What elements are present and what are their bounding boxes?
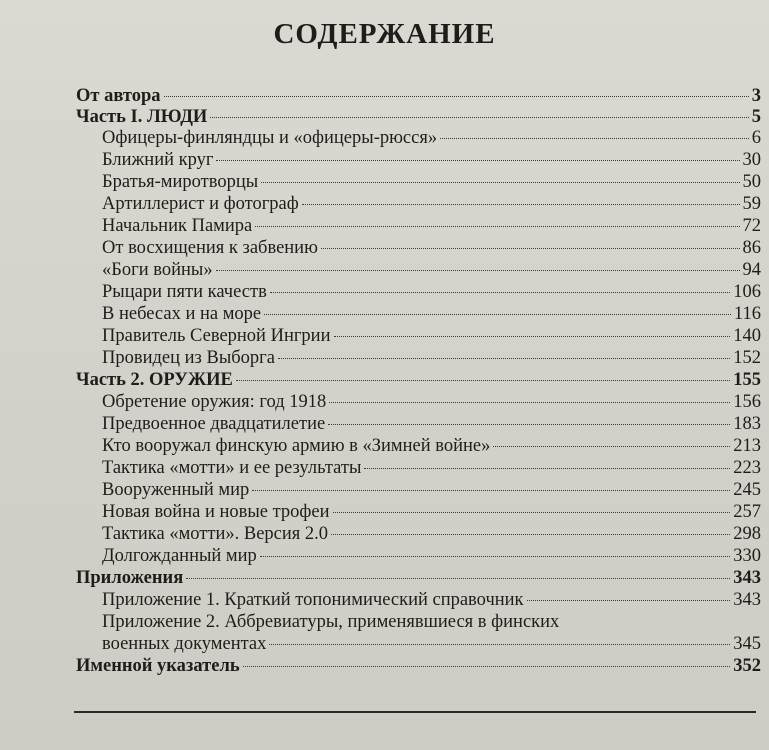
toc-entry-page: 94 bbox=[742, 260, 761, 280]
toc-entry-page: 156 bbox=[733, 392, 761, 412]
toc-entry-title: Правитель Северной Ингрии bbox=[102, 326, 331, 346]
toc-entry-page: 152 bbox=[733, 348, 761, 368]
toc-entry-title: Начальник Памира bbox=[102, 216, 253, 236]
toc-entry[interactable] bbox=[102, 172, 761, 193]
dot-leader bbox=[440, 138, 749, 139]
toc-entry-page: 5 bbox=[751, 107, 761, 127]
toc-entry[interactable] bbox=[102, 194, 761, 215]
toc-entry-part-1[interactable] bbox=[76, 107, 761, 128]
toc-entry-title: Провидец из Выборга bbox=[102, 348, 275, 368]
toc-entry-title: Приложение 1. Краткий топонимический справочник bbox=[102, 590, 524, 610]
dot-leader bbox=[164, 96, 749, 97]
toc-entry-page: 72 bbox=[742, 216, 761, 236]
bottom-rule bbox=[74, 711, 756, 713]
toc-entry[interactable] bbox=[102, 128, 761, 149]
dot-leader bbox=[321, 248, 740, 249]
toc-entry-page: 343 bbox=[733, 590, 761, 610]
dot-leader bbox=[252, 490, 730, 491]
toc-entry-page: 257 bbox=[733, 502, 761, 522]
toc-entry[interactable] bbox=[102, 590, 761, 611]
toc-entry-page: 106 bbox=[733, 282, 761, 302]
toc-entry[interactable] bbox=[102, 238, 761, 259]
dot-leader bbox=[216, 270, 740, 271]
dot-leader bbox=[236, 380, 730, 381]
toc-entry-page: 343 bbox=[733, 568, 761, 588]
dot-leader bbox=[364, 468, 730, 469]
dot-leader bbox=[210, 117, 748, 118]
dot-leader bbox=[334, 336, 731, 337]
toc-entry-title: Братья-миротворцы bbox=[102, 172, 259, 192]
dot-leader bbox=[260, 556, 730, 557]
toc-entry-name-index[interactable] bbox=[76, 656, 761, 677]
dot-leader bbox=[270, 292, 730, 293]
toc-entry-title: Ближний круг bbox=[102, 150, 214, 170]
toc-entry-page: 116 bbox=[733, 304, 761, 324]
toc-entry[interactable] bbox=[102, 392, 761, 413]
dot-leader bbox=[243, 666, 731, 667]
toc-entry[interactable] bbox=[102, 524, 761, 545]
toc-entry-ot-avtora[interactable] bbox=[76, 86, 761, 107]
toc-entry[interactable] bbox=[102, 458, 761, 479]
toc-entry-title: Именной указатель bbox=[76, 656, 240, 676]
dot-leader bbox=[269, 644, 730, 645]
dot-leader bbox=[216, 160, 739, 161]
toc-entry-page: 245 bbox=[733, 480, 761, 500]
toc-entry-title: военных документах bbox=[102, 634, 267, 654]
toc-entry[interactable] bbox=[102, 282, 761, 303]
toc-entry-title: Долгожданный мир bbox=[102, 546, 257, 566]
toc-entry-page: 330 bbox=[733, 546, 761, 566]
toc-entry-page: 6 bbox=[751, 128, 761, 148]
toc-entry-page: 223 bbox=[733, 458, 761, 478]
toc-entry-title: Тактика «мотти». Версия 2.0 bbox=[102, 524, 329, 544]
toc-entry-title: Часть 2. ОРУЖИЕ bbox=[76, 370, 233, 390]
toc-entry-page: 155 bbox=[733, 370, 761, 390]
toc-entry-title: Офицеры-финляндцы и «офицеры-рюсся» bbox=[102, 128, 438, 148]
dot-leader bbox=[261, 182, 739, 183]
toc-entry-title: Приложения bbox=[76, 568, 184, 588]
toc-entry-title: В небесах и на море bbox=[102, 304, 262, 324]
toc-entry-page: 140 bbox=[733, 326, 761, 346]
toc-entry-title: От восхищения к забвению bbox=[102, 238, 318, 258]
toc-entry[interactable] bbox=[102, 436, 761, 457]
toc-entry[interactable] bbox=[102, 260, 761, 281]
toc-entry-title: Обретение оружия: год 1918 bbox=[102, 392, 327, 412]
toc-entry-page: 213 bbox=[733, 436, 761, 456]
dot-leader bbox=[527, 600, 731, 601]
dot-leader bbox=[329, 402, 730, 403]
toc-entry-page: 50 bbox=[742, 172, 761, 192]
toc-entry-title-line1: Приложение 2. Аббревиатуры, применявшиеся в финских bbox=[102, 612, 560, 632]
toc-entry-title: Часть I. ЛЮДИ bbox=[76, 107, 208, 127]
dot-leader bbox=[278, 358, 730, 359]
toc-entry[interactable] bbox=[102, 326, 761, 347]
toc-entry-title: Кто вооружал финскую армию в «Зимней войне» bbox=[102, 436, 491, 456]
toc-entry-title: Предвоенное двадцатилетие bbox=[102, 414, 326, 434]
toc-entry-page: 3 bbox=[751, 86, 761, 106]
dot-leader bbox=[331, 534, 730, 535]
toc-entry-page: 30 bbox=[742, 150, 761, 170]
toc-entry-page: 183 bbox=[733, 414, 761, 434]
toc-entry-title: От автора bbox=[76, 86, 161, 106]
toc-entry[interactable] bbox=[102, 304, 761, 325]
dot-leader bbox=[264, 314, 731, 315]
toc-entry-title: Новая война и новые трофеи bbox=[102, 502, 330, 522]
page-title: СОДЕРЖАНИЕ bbox=[273, 18, 496, 50]
toc-entry[interactable] bbox=[102, 216, 761, 237]
toc-entry-title: «Боги войны» bbox=[102, 260, 213, 280]
dot-leader bbox=[302, 204, 740, 205]
toc-entry-page: 352 bbox=[733, 656, 761, 676]
toc-entry[interactable] bbox=[102, 634, 761, 655]
toc-entry-title: Артиллерист и фотограф bbox=[102, 194, 299, 214]
toc-entry-page: 59 bbox=[742, 194, 761, 214]
toc-entry-title: Тактика «мотти» и ее результаты bbox=[102, 458, 362, 478]
toc-entry[interactable] bbox=[102, 546, 761, 567]
toc-entry-page: 298 bbox=[733, 524, 761, 544]
toc-entry[interactable] bbox=[102, 480, 761, 501]
toc-entry[interactable] bbox=[102, 414, 761, 435]
dot-leader bbox=[255, 226, 739, 227]
toc-entry[interactable] bbox=[102, 348, 761, 369]
toc-entry-part-2[interactable] bbox=[76, 370, 761, 391]
dot-leader bbox=[328, 424, 730, 425]
toc-entry-title: Рыцари пяти качеств bbox=[102, 282, 267, 302]
toc-entry[interactable] bbox=[102, 502, 761, 523]
toc-entry-appendices[interactable] bbox=[76, 568, 761, 589]
dot-leader bbox=[333, 512, 731, 513]
toc-entry-page: 345 bbox=[733, 634, 761, 654]
toc-entry-page: 86 bbox=[742, 238, 761, 258]
toc-entry-title: Вооруженный мир bbox=[102, 480, 250, 500]
toc-entry[interactable] bbox=[102, 150, 761, 171]
dot-leader bbox=[186, 578, 730, 579]
dot-leader bbox=[493, 446, 730, 447]
